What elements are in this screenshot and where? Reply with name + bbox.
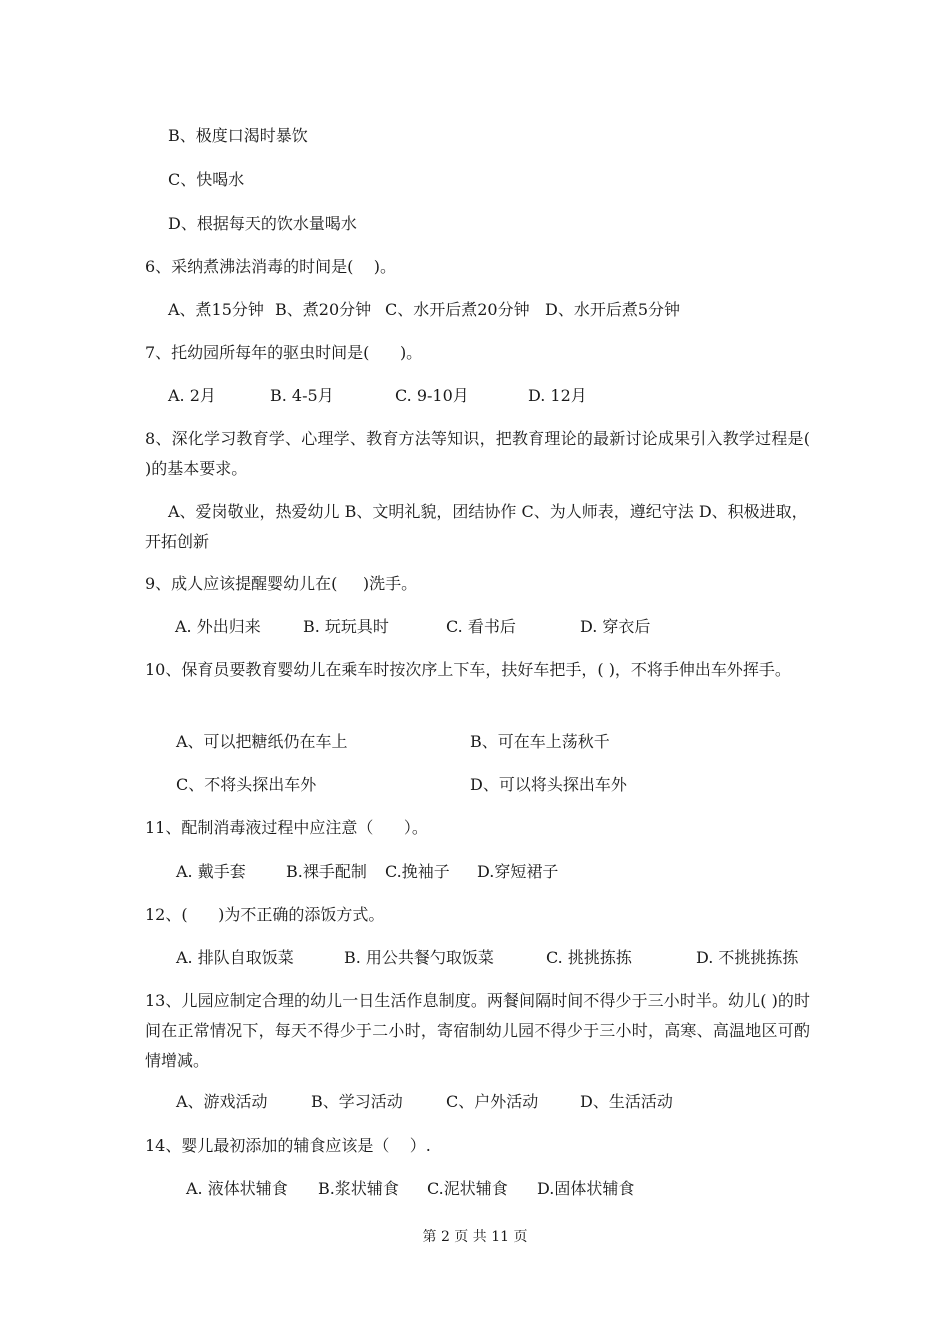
q9-option-c: C. 看书后 (446, 617, 516, 636)
q12-option-c: C. 挑挑拣拣 (546, 948, 632, 967)
q7-option-c: C. 9-10月 (395, 386, 469, 405)
q10-option-c: C、不将头探出车外 (176, 775, 317, 794)
q8-stem: 8、深化学习教育学、心理学、教育方法等知识，把教育理论的最新讨论成果引入教学过程是( )的基本要求。 (145, 429, 810, 478)
q14-option-b: B.浆状辅食 (318, 1179, 399, 1198)
q8-options: A、爱岗敬业，热爱幼儿 B、文明礼貌，团结协作 C、为人师表，遵纪守法 D、积极进取，开拓创新 (145, 502, 808, 551)
q7-option-d: D. 12月 (528, 386, 587, 405)
q11-option-c: C.挽袖子 (385, 862, 450, 881)
q13-option-b: B、学习活动 (311, 1092, 403, 1111)
q14-stem: 14、婴儿最初添加的辅食应该是（ ）. (145, 1136, 431, 1155)
q13-stem: 13、儿园应制定合理的幼儿一日生活作息制度。两餐间隔时间不得少于三小时半。幼儿( )的时间在正常情况下，每天不得少于二小时，寄宿制幼儿园不得少于三小时，高寒、高温地区可酌情增减。 (145, 991, 810, 1070)
q6-option-c: C、水开后煮20分钟 (385, 300, 530, 319)
q13-option-a: A、游戏活动 (176, 1092, 268, 1111)
q12-stem: 12、( )为不正确的添饭方式。 (145, 905, 385, 924)
q13-option-c: C、户外活动 (446, 1092, 539, 1111)
q11-option-b: B.裸手配制 (286, 862, 367, 881)
q14-option-a: A. 液体状辅食 (186, 1179, 288, 1198)
q12-option-a: A. 排队自取饭菜 (176, 948, 294, 967)
q7-option-b: B. 4-5月 (270, 386, 334, 405)
q6-stem: 6、采纳煮沸法消毒的时间是( )。 (145, 257, 397, 276)
q11-option-a: A. 戴手套 (176, 862, 246, 881)
q9-option-b: B. 玩玩具时 (303, 617, 389, 636)
q13-option-d: D、生活活动 (580, 1092, 673, 1111)
q7-option-a: A. 2月 (168, 386, 216, 405)
q11-option-d: D.穿短裙子 (477, 862, 559, 881)
q10-stem: 10、保育员要教育婴幼儿在乘车时按次序上下车，扶好车把手，( )，不将手伸出车外挥手。 (145, 660, 791, 679)
q5-option-c: C、快喝水 (168, 170, 245, 189)
q10-option-a: A、可以把糖纸仍在车上 (176, 732, 348, 751)
q14-option-c: C.泥状辅食 (427, 1179, 508, 1198)
q12-option-d: D. 不挑挑拣拣 (696, 948, 799, 967)
q9-stem: 9、成人应该提醒婴幼儿在( )洗手。 (145, 574, 418, 593)
q6-option-a: A、煮15分钟 (168, 300, 264, 319)
q12-option-b: B. 用公共餐勺取饭菜 (344, 948, 494, 967)
q9-option-a: A. 外出归来 (175, 617, 261, 636)
q6-option-d: D、水开后煮5分钟 (545, 300, 681, 319)
q9-option-d: D. 穿衣后 (580, 617, 651, 636)
q10-option-d: D、可以将头探出车外 (470, 775, 627, 794)
q5-option-d: D、根据每天的饮水量喝水 (168, 214, 357, 233)
q10-option-b: B、可在车上荡秋千 (470, 732, 610, 751)
q14-option-d: D.固体状辅食 (537, 1179, 635, 1198)
q7-stem: 7、托幼园所每年的驱虫时间是( )。 (145, 343, 423, 362)
page-footer: 第 2 页 共 11 页 (422, 1229, 528, 1245)
q5-option-b: B、极度口渴时暴饮 (168, 126, 308, 145)
q11-stem: 11、配制消毒液过程中应注意（ ）。 (145, 818, 428, 837)
q6-option-b: B、煮20分钟 (275, 300, 372, 319)
